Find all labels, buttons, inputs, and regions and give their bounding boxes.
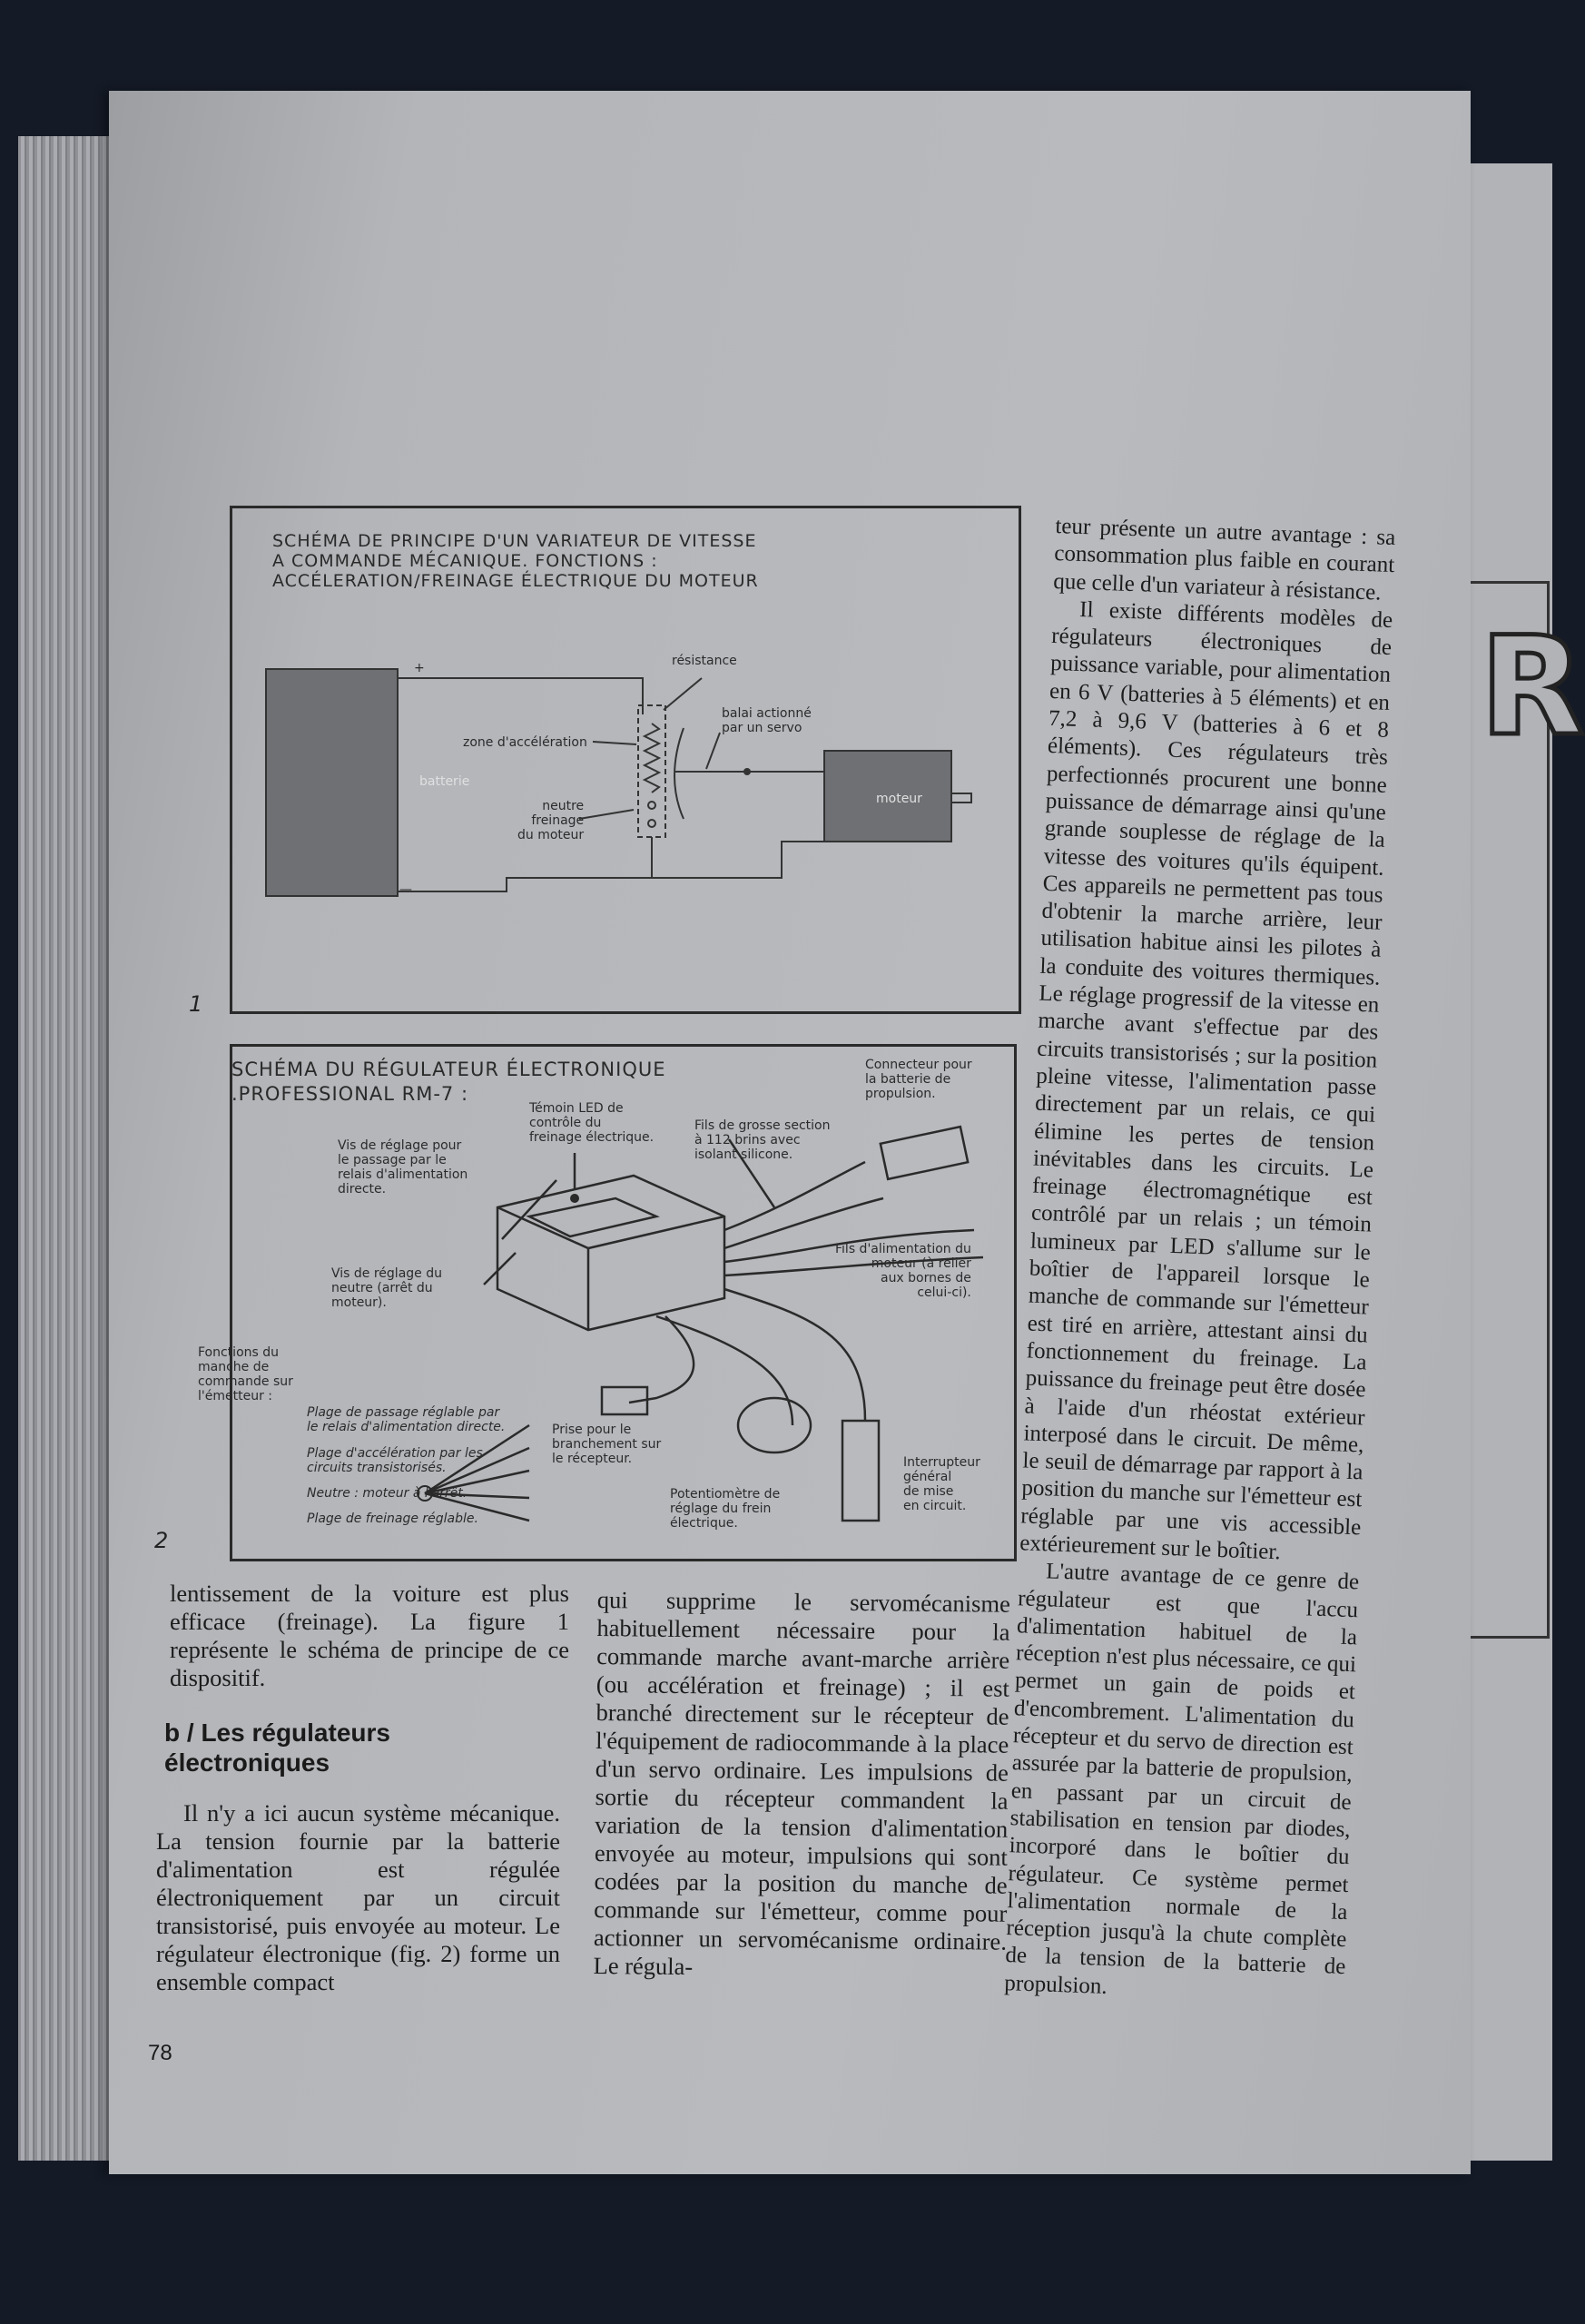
- led-indicator: [570, 1194, 579, 1203]
- label-resistance: résistance: [672, 654, 737, 668]
- column-left-top: [170, 1580, 569, 1692]
- brush-contact: [743, 768, 751, 775]
- label-leader-resistance: [664, 678, 702, 710]
- label-balai: balai actionné par un servo: [722, 706, 812, 735]
- wire-minus: [398, 842, 824, 891]
- label-leader-zone: [593, 742, 636, 744]
- label-plus: +: [414, 661, 425, 675]
- right-paragraph-3: L'autre avantage de ce genre de régulateur est que l'accu d'alimentation habituel de la réception n'est plus nécessaire, ce qui permet un gain de poids et d'encombrement. L'alimentation du récepteur et du servo de direction est assurée par la batterie de propulsion, en passant par un circuit de stabilisation en tension par diodes, incorporé dans le boîtier du régulateur. Ce système permet l'alimentation normale de la réception jusqu'à la chute complète de la tension de la batterie de propulsion.: [1003, 1559, 1360, 1999]
- battery-block: [266, 669, 398, 896]
- label-vis-passage: Vis de réglage pour le passage par le relais d'alimentation directe.: [338, 1138, 468, 1196]
- resistor-node-a: [648, 802, 655, 809]
- label-vis-neutre: Vis de réglage du neutre (arrêt du moteur).: [331, 1266, 442, 1310]
- label-fonctions-manche: Fonctions du manche de commande sur l'émetteur :: [198, 1345, 293, 1403]
- label-fils-grosse-section: Fils de grosse section à 112 brins avec isolant silicone.: [694, 1118, 831, 1162]
- potentiometer: [738, 1398, 811, 1452]
- wire-plus: [398, 678, 643, 714]
- label-interrupteur: Interrupteur général de mise en circuit.: [903, 1455, 980, 1513]
- label-leader-balai: [706, 733, 720, 769]
- left-paragraph-2: Il n'y a ici aucun système mécanique. La tension fournie par la batterie d'alimentation est régulée électroniquement par un circuit transistorisé, puis envoyée au moteur. Le régulateur électronique (fig. 2) forme un ensemble compact: [156, 1799, 560, 1995]
- column-center: [593, 1586, 1010, 1984]
- receiver-cable-2: [629, 1316, 694, 1403]
- leader-vis-neutre: [484, 1253, 516, 1285]
- center-paragraph-1: qui supprime le servomécanisme habituellement nécessaire pour la commande marche avant-marche arrière (ou accélération et freinage) ; il est branché directement sur le récepteur de l'équipement de radiocommande à la place d'un servo ordinaire. Les impulsions de sortie du récepteur commandent la variation de la tension d'alimentation envoyée au moteur, impulsions qui sont codées par la position du manche de commande sur l'émetteur, comme pour actionner un servomécanisme ordinaire. Le régula-: [593, 1586, 1010, 1981]
- label-moteur: moteur: [876, 792, 922, 806]
- resistor-node-b: [648, 820, 655, 827]
- page-number: 78: [148, 2041, 172, 2065]
- label-neutre-arret: Neutre : moteur à l'arrêt.: [307, 1486, 468, 1501]
- label-batterie: batterie: [419, 774, 470, 789]
- figure-2-number: 2: [154, 1528, 169, 1553]
- label-leader-neutre: [579, 810, 634, 819]
- right-paragraph-1: teur présente un autre avantage : sa consommation plus faible en courant que celle d'un variateur à résistance.: [1052, 513, 1396, 606]
- label-temoin-led: Témoin LED de contrôle du freinage électrique.: [529, 1101, 655, 1145]
- battery-connector: [881, 1127, 968, 1179]
- column-left-bottom: [156, 1799, 560, 1996]
- section-heading: b / Les régulateurs électroniques: [164, 1718, 390, 1777]
- left-paragraph-1: lentissement de la voiture est plus efficace (freinage). La figure 1 représente le schéma de principe de ce dispositif.: [170, 1580, 569, 1691]
- label-plage-freinage: Plage de freinage réglable.: [307, 1512, 478, 1526]
- figure-1-number: 1: [189, 991, 203, 1017]
- figure-2-title: SCHÉMA DU RÉGULATEUR ÉLECTRONIQUE .PROFESSIONAL RM-7 :: [231, 1059, 666, 1105]
- resistor-zigzag: [645, 724, 659, 793]
- next-page-letter: R: [1480, 608, 1585, 766]
- label-plage-acceleration: Plage d'accélération par les circuits transistorisés.: [307, 1446, 483, 1475]
- motor-shaft: [951, 793, 971, 803]
- label-potentiometre: Potentiomètre de réglage du frein électrique.: [670, 1487, 781, 1531]
- figure-1-diagram: [230, 506, 1021, 1014]
- main-switch: [842, 1421, 879, 1521]
- label-minus: —: [399, 882, 412, 897]
- resistor-frame: [638, 705, 665, 837]
- brush-arc: [674, 728, 684, 819]
- right-paragraph-2: Il existe différents modèles de régulateurs électroniques de puissance variable, pour alimentation en 6 V (batteries à 5 éléments) et en 7,2 à 9,6 V (batteries à 6 et 8 éléments). Ces régulateurs très perfectionnés procurent une bonne puissance de démarrage ainsi qu'une grande souplesse de réglage de la vitesse des voitures qu'ils équipent. Ces appareils ne permettent pas tous d'obtenir la marche arrière, leur utilisation habitue ainsi les pilotes à la conduite des voitures thermiques. Le réglage progressif de la vitesse en marche avant s'effectue par des circuits transistorisés ; sur la position pleine vitesse, l'alimentation passe directement par un relais, ce qui élimine les pertes de tension inévitables dans les circuits. Le freinage électromagnétique est contrôlé par un relais ; un témoin lumineux par LED s'allume sur le boîtier de l'appareil lorsque le manche de commande sur l'émetteur est tiré en arrière, attestant ainsi du fonctionnement du freinage. La puissance du freinage peut être dosée à l'aide d'un rhéostat extérieur interposé dans le circuit. De même, le seuil de démarrage par rapport à la position du manche sur l'émetteur est réglable par une vis accessible extérieurement sur le boîtier.: [1019, 596, 1393, 1565]
- figure-1-title: SCHÉMA DE PRINCIPE D'UN VARIATEUR DE VITESSE A COMMANDE MÉCANIQUE. FONCTIONS : ACCÉLERATION/FREINAGE ÉLECTRIQUE DU MOTEUR: [272, 531, 759, 591]
- column-right: [1004, 513, 1396, 2009]
- label-zone-acceleration: zone d'accélération: [463, 735, 587, 750]
- thick-wire-1: [724, 1162, 865, 1230]
- label-prise-recepteur: Prise pour le branchement sur le récepteur.: [552, 1423, 662, 1466]
- receiver-cable: [656, 1316, 792, 1425]
- label-connecteur: Connecteur pour la batterie de propulsion.: [865, 1058, 972, 1101]
- label-plage-passage: Plage de passage réglable par le relais d'alimentation directe.: [307, 1405, 506, 1434]
- label-fils-alimentation: Fils d'alimentation du moteur (à relier aux bornes de celui-ci).: [835, 1242, 971, 1300]
- label-neutre-freinage: neutre freinage du moteur: [517, 799, 585, 842]
